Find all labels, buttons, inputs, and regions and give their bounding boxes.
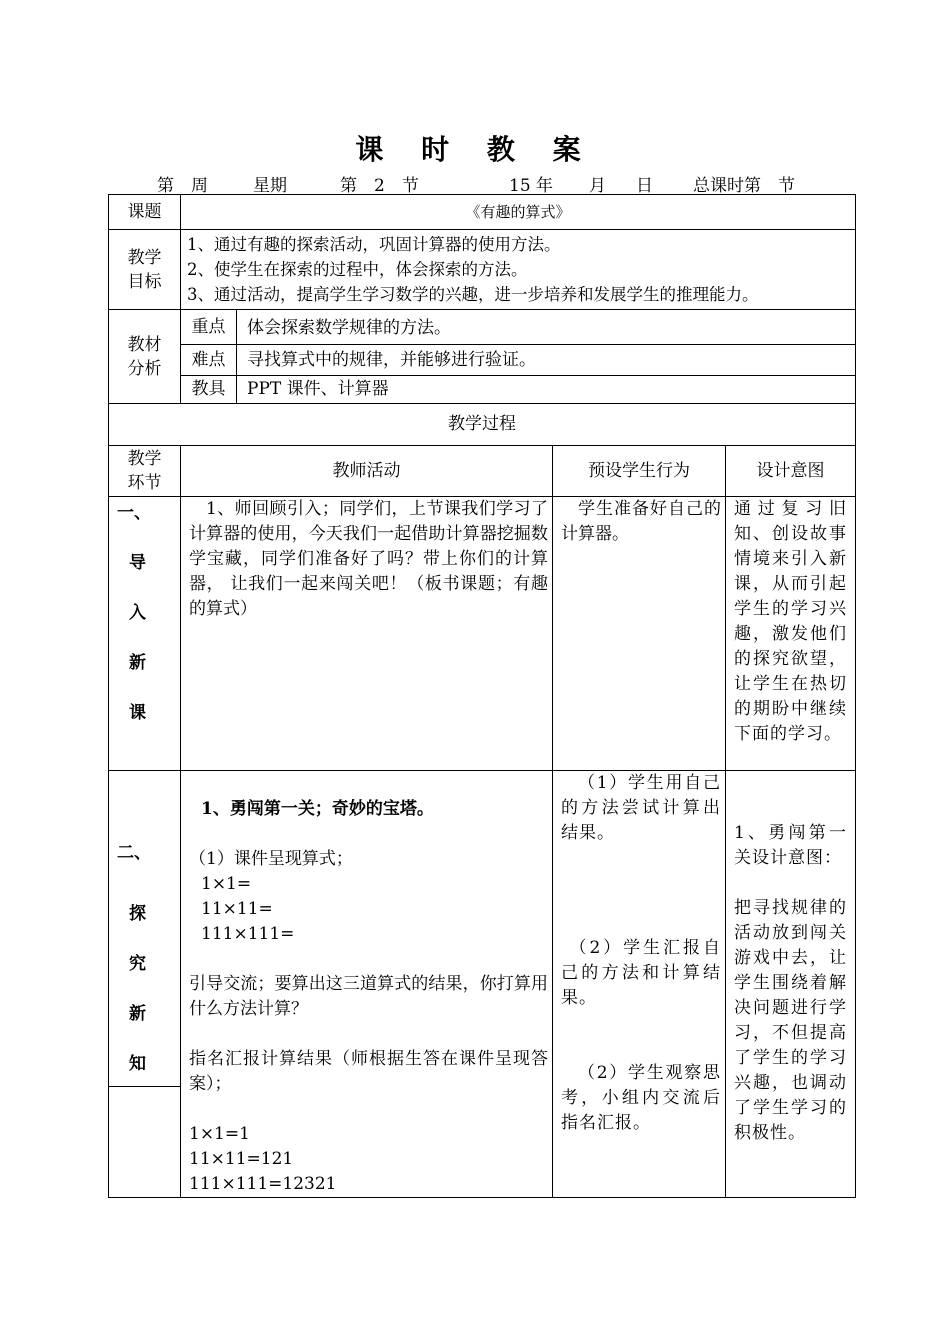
student-action: （2）学生汇报自己的方法和计算结果。 <box>561 938 721 1008</box>
section2-step1: （1）课件呈现算式； <box>189 849 353 869</box>
page-title: 课 时 教 案 <box>355 133 595 166</box>
topic-value: 《有趣的算式》 <box>181 195 856 230</box>
goal-item: 1、通过有趣的探索活动，巩固计算器的使用方法。 <box>187 235 561 254</box>
formula: 111×111= <box>201 924 295 944</box>
meta-weekday: 星期 <box>253 176 287 196</box>
section2-intent-body: 把寻找规律的活动放到闯关游戏中去，让学生围绕着解决问题进行学习，不但提高了学生的学习兴趣，也调动了学生学习的积极性。 <box>734 898 848 1143</box>
header-intent: 设计意图 <box>726 446 856 497</box>
goals-list <box>181 230 856 310</box>
formula: 11×11= <box>201 899 273 919</box>
meta-month: 月 <box>589 176 606 196</box>
formula: 1×1= <box>201 874 252 894</box>
header-teacher: 教师活动 <box>181 446 553 497</box>
section1-student: 学生准备好自己的计算器。 <box>553 497 726 771</box>
topic-label: 课题 <box>109 195 181 230</box>
answer: 111×111=12321 <box>189 1174 337 1194</box>
analysis-row <box>109 345 856 376</box>
section1-intent: 通过复习旧知、创设故事情境来引入新课，从而引起学生的学习兴趣，激发他们 的探究欲望，让学生在热切的期盼中继续 下面的学习。 <box>726 497 856 771</box>
process-title: 教学过程 <box>109 404 856 446</box>
section2-student <box>553 771 726 1198</box>
section2-teacher <box>181 771 553 1198</box>
answer: 1×1=1 <box>189 1124 250 1144</box>
section2-stage: 二、 探 究 新 知 <box>109 771 181 1198</box>
section1-stage: 一、 导 入 新 课 <box>109 497 181 771</box>
analysis-difficulty-label: 难点 <box>181 345 237 376</box>
header-student: 预设学生行为 <box>553 446 726 497</box>
analysis-row <box>109 376 856 404</box>
student-action: （1）学生用自己的方法尝试计算出结果。 <box>561 773 721 843</box>
analysis-label: 教材 分析 <box>109 310 181 404</box>
section2-intent <box>726 771 856 1198</box>
student-action: （2）学生观察思考，小组内交流后指名汇报。 <box>561 1063 721 1133</box>
section2-guide: 引导交流；要算出这三道算式的结果，你打算用什么方法计算？ <box>189 974 548 1019</box>
lesson-plan-table <box>108 194 856 1198</box>
analysis-difficulty-value: 寻找算式中的规律，并能够进行验证。 <box>237 345 856 376</box>
meta-year: 15 年 <box>509 176 554 196</box>
header-row <box>109 446 856 497</box>
topic-row <box>109 195 856 230</box>
header-stage: 教学 环节 <box>109 446 181 497</box>
section2-report: 指名汇报计算结果（师根据生答在课件呈现答案）； <box>189 1049 548 1094</box>
analysis-key-label: 重点 <box>181 310 237 345</box>
goals-row <box>109 230 856 310</box>
meta-section: 第 2 节 <box>340 176 419 196</box>
analysis-row <box>109 310 856 345</box>
goal-item: 3、通过活动，提高学生学习数学的兴趣，进一步培养和发展学生的推理能力。 <box>187 285 759 304</box>
analysis-tools-value: PPT 课件、计算器 <box>237 376 856 404</box>
meta-day: 日 <box>636 176 653 196</box>
answer: 11×11=121 <box>189 1149 294 1169</box>
process-title-row <box>109 404 856 446</box>
meta-total: 总课时第 节 <box>693 176 795 196</box>
section2-intent-heading: 1、勇闯第一关设计意图： <box>734 823 848 868</box>
analysis-tools-label: 教具 <box>181 376 237 404</box>
goals-label: 教学 目标 <box>109 230 181 310</box>
section2-row <box>109 771 856 1198</box>
section2-heading: 1、勇闯第一关；奇妙的宝塔。 <box>201 799 434 819</box>
meta-week: 第 周 <box>157 176 208 196</box>
section1-row <box>109 497 856 771</box>
section1-teacher: 1、师回顾引入；同学们，上节课我们学习了计算器的使用，今天我们一起借助计算器挖掘数学宝藏，同学们准备好了吗？带上你们的计算器， 让我们一起来闯关吧！（板书课题；有趣的算式） <box>181 497 553 771</box>
analysis-key-value: 体会探索数学规律的方法。 <box>237 310 856 345</box>
goal-item: 2、使学生在探索的过程中，体会探索的方法。 <box>187 260 528 279</box>
